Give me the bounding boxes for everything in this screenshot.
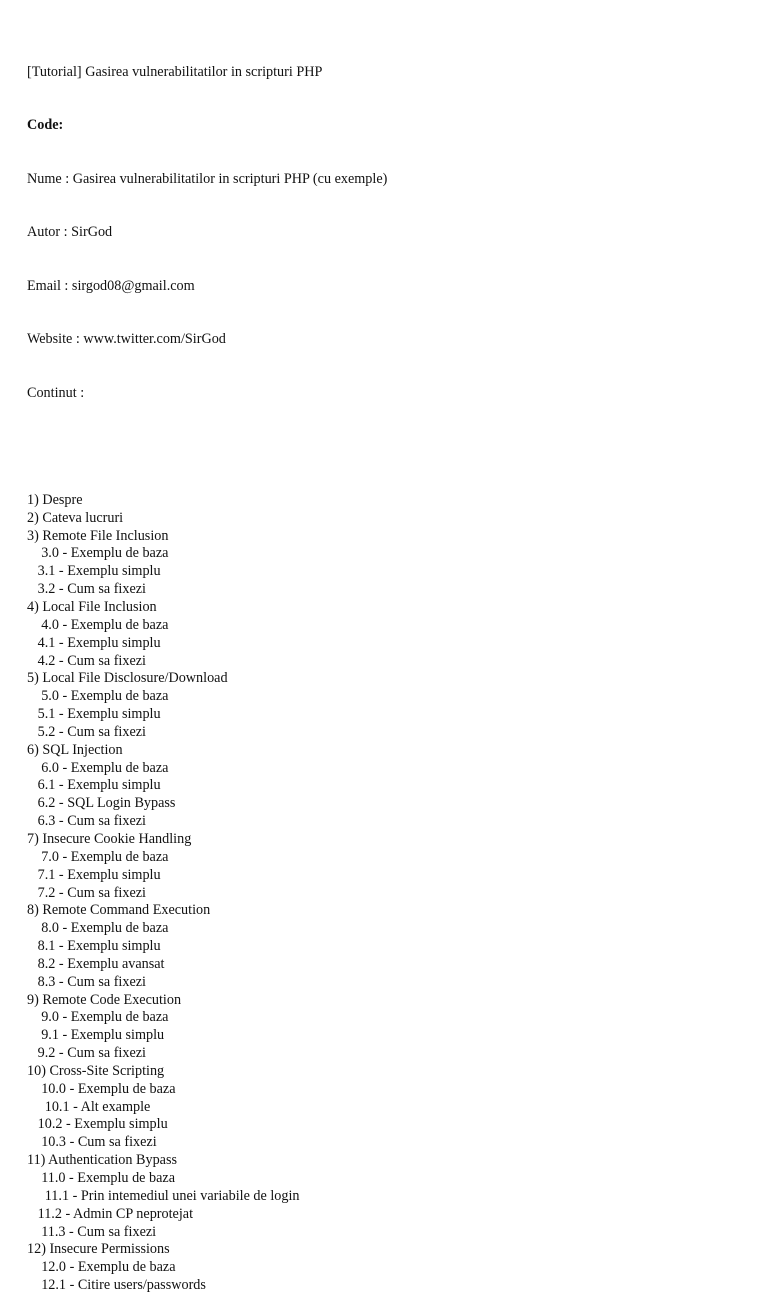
toc-item: 4.1 - Exemplu simplu [27, 634, 161, 651]
toc-item: 11.2 - Admin CP neprotejat [27, 1205, 194, 1222]
toc-item: 5) Local File Disclosure/Download [27, 670, 228, 687]
toc-item: 6) SQL Injection [27, 741, 123, 758]
toc-item: 4) Local File Inclusion [27, 599, 157, 615]
toc-item: 1) Despre [27, 491, 83, 508]
toc-item: 8) Remote Command Execution [27, 902, 211, 919]
document-title: [Tutorial] Gasirea vulnerabilitatilor in scripturi PHP [27, 63, 323, 80]
toc-item: 3) Remote File Inclusion [27, 527, 169, 544]
toc-item: 11.1 - Prin intemediul unei variabile de login [27, 1187, 300, 1204]
toc-item: 4.2 - Cum sa fixezi [27, 652, 146, 669]
toc-item: 5.0 - Exemplu de baza [27, 688, 169, 705]
toc-item: 8.1 - Exemplu simplu [27, 938, 161, 955]
table-of-contents [27, 492, 747, 1295]
toc-item: 6.2 - SQL Login Bypass [27, 795, 176, 812]
meta-author: Autor : SirGod [27, 224, 113, 241]
toc-item: 5.2 - Cum sa fixezi [27, 723, 146, 740]
toc-item: 10) Cross-Site Scripting [27, 1062, 165, 1079]
meta-name: Nume : Gasirea vulnerabilitatilor in scripturi PHP (cu exemple) [27, 170, 388, 187]
blank-line [27, 438, 747, 456]
meta-email: Email : sirgod08@gmail.com [27, 277, 195, 294]
meta-website: Website : www.twitter.com/SirGod [27, 331, 226, 348]
toc-item: 9.0 - Exemplu de baza [27, 1009, 169, 1026]
toc-item: 8.3 - Cum sa fixezi [27, 973, 146, 990]
toc-item: 9) Remote Code Execution [27, 991, 182, 1008]
code-label: Code: [27, 117, 64, 134]
toc-item: 4.0 - Exemplu de baza [27, 616, 169, 633]
toc-item: 11) Authentication Bypass [27, 1152, 177, 1169]
meta-contents-label: Continut : [27, 384, 85, 401]
document-body [27, 28, 747, 1313]
toc-item: 6.1 - Exemplu simplu [27, 777, 161, 794]
toc-item: 3.0 - Exemplu de baza [27, 545, 169, 562]
toc-item: 3.1 - Exemplu simplu [27, 563, 161, 580]
toc-item: 9.2 - Cum sa fixezi [27, 1045, 146, 1062]
toc-item: 12.0 - Exemplu de baza [27, 1259, 176, 1276]
toc-item: 12) Insecure Permissions [27, 1241, 170, 1258]
toc-item: 10.1 - Alt example [27, 1098, 151, 1115]
toc-item: 10.0 - Exemplu de baza [27, 1080, 176, 1097]
toc-item: 8.0 - Exemplu de baza [27, 920, 169, 937]
toc-item: 5.1 - Exemplu simplu [27, 706, 161, 723]
toc-item: 7.2 - Cum sa fixezi [27, 884, 146, 901]
toc-item: 2) Cateva lucruri [27, 509, 124, 526]
toc-item: 9.1 - Exemplu simplu [27, 1027, 165, 1044]
toc-item: 6.0 - Exemplu de baza [27, 759, 169, 776]
toc-item: 8.2 - Exemplu avansat [27, 955, 165, 972]
toc-item: 10.2 - Exemplu simplu [27, 1116, 168, 1133]
toc-item: 11.0 - Exemplu de baza [27, 1170, 175, 1186]
toc-item: 11.3 - Cum sa fixezi [27, 1223, 157, 1240]
toc-item: 7.0 - Exemplu de baza [27, 848, 169, 865]
toc-item: 7.1 - Exemplu simplu [27, 866, 161, 883]
toc-item: 7) Insecure Cookie Handling [27, 830, 192, 847]
toc-item: 10.3 - Cum sa fixezi [27, 1134, 157, 1151]
toc-item: 12.1 - Citire users/passwords [27, 1277, 206, 1294]
toc-item: 6.3 - Cum sa fixezi [27, 813, 146, 830]
toc-item: 3.2 - Cum sa fixezi [27, 581, 146, 598]
